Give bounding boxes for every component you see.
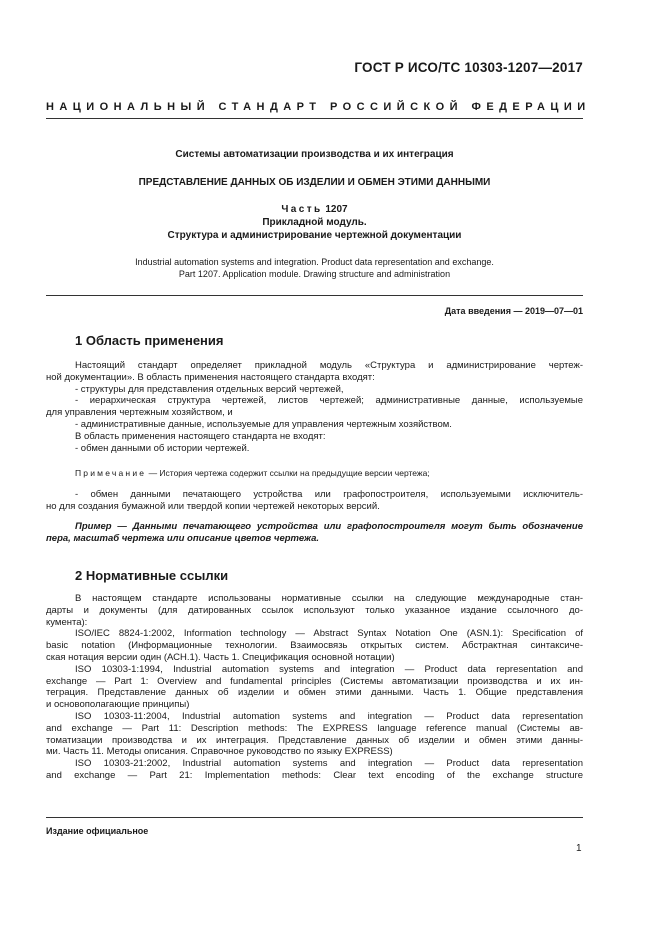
list-item-line: но для создания бумажной или твердой копии чертежей некоторых версий. bbox=[46, 500, 380, 512]
list-item: - структуры для представления отдельных версий чертежей, bbox=[75, 383, 344, 395]
note bbox=[46, 468, 583, 480]
document-title: ПРЕДСТАВЛЕНИЕ ДАННЫХ ОБ ИЗДЕЛИИ И ОБМЕН ЭТИМИ ДАННЫМИ bbox=[138, 177, 491, 188]
reference-line: и основополагающие принципы) bbox=[46, 699, 190, 711]
introduction-date: Дата введения — 2019—07—01 bbox=[444, 306, 583, 316]
module-subtitle: Структура и администрирование чертежной документации bbox=[167, 230, 462, 241]
english-title bbox=[46, 256, 583, 280]
reference-line: теграция. Представление данных об изделии и обмен этими данными. Часть 1. Общие представления bbox=[46, 687, 583, 699]
reference-line: exchange — Part 1: Overview and fundamental principles (Системы автоматизации производства и их ин- bbox=[46, 675, 583, 687]
list-item: - административные данные, используемые для управления чертежным хозяйством. bbox=[75, 418, 452, 430]
reference-line: basic notation (Информационные технологии. Взаимосвязь открытых систем. Абстрактная синтаксиче- bbox=[46, 640, 583, 652]
paragraph-line: ной документации». В область применения настоящего стандарта входят: bbox=[46, 371, 375, 383]
part-number bbox=[46, 204, 583, 215]
list-item: - обмен данными печатающего устройства или графопостроителя, используемыми исключитель- bbox=[75, 489, 583, 500]
list-item: - обмен данными об истории чертежей. bbox=[75, 442, 250, 454]
reference-line: and exchange — Part 21: Implementation methods: Clear text encoding of the exchange structure bbox=[46, 769, 583, 781]
part-number-value: 1207 bbox=[325, 204, 348, 215]
english-title-line: Part 1207. Application module. Drawing structure and administration bbox=[178, 269, 451, 279]
reference-line: ISO 10303-11:2004, Industrial automation systems and integration — Product data representation bbox=[75, 710, 583, 722]
reference-line: ISO/IEC 8824-1:2002, Information technology — Abstract Syntax Notation One (ASN.1): Specification of bbox=[75, 628, 583, 640]
header-divider bbox=[46, 118, 583, 119]
reference-line: ISO 10303-1:1994, Industrial automation systems and integration — Product data representation and bbox=[75, 663, 583, 675]
title-divider bbox=[46, 295, 583, 296]
english-title-line: Industrial automation systems and integration. Product data representation and exchange. bbox=[135, 257, 494, 267]
paragraph-line: кумента): bbox=[46, 616, 88, 628]
section-1-body bbox=[46, 360, 583, 454]
reference-line: and exchange — Part 11: Description methods: The EXPRESS language reference manual (Системы ав- bbox=[46, 722, 583, 734]
module-title bbox=[46, 216, 583, 242]
reference-line: ми. Часть 11. Методы описания. Справочное руководство по языку EXPRESS) bbox=[46, 746, 393, 758]
page-number: 1 bbox=[576, 843, 582, 854]
section-1-body-continued bbox=[46, 489, 583, 513]
example-line: пера, масштаб чертежа или описание цветов чертежа. bbox=[46, 532, 320, 544]
example-line: Пример — Данными печатающего устройства или графопостроителя могут быть обозначение bbox=[75, 521, 583, 532]
reference-line: ISO 10303-21:2002, Industrial automation systems and integration — Product data representation bbox=[75, 758, 583, 770]
section-2-heading: 2 Нормативные ссылки bbox=[75, 568, 229, 583]
reference-line: томатизации производства и их интеграция. Представление данных об изделии и обмен этими данны- bbox=[46, 734, 583, 746]
reference-line: ская нотация версии один (АСН.1). Часть 1. Спецификация основной нотации) bbox=[46, 651, 395, 663]
example bbox=[46, 521, 583, 545]
module-label: Прикладной модуль. bbox=[262, 217, 367, 228]
footer-divider bbox=[46, 817, 583, 818]
edition-label: Издание официальное bbox=[46, 826, 149, 836]
section-2-body bbox=[46, 593, 583, 782]
note-text: — История чертежа содержит ссылки на предыдущие версии чертежа; bbox=[146, 468, 430, 478]
document-code: ГОСТ Р ИСО/ТС 10303-1207—2017 bbox=[354, 60, 583, 75]
series-title: Системы автоматизации производства и их интеграция bbox=[175, 149, 454, 160]
paragraph-line: В настоящем стандарте использованы нормативные ссылки на следующие международные стан- bbox=[75, 593, 583, 604]
paragraph-line: дарты и документы (для датированных ссылок используют только указанное издание ссылочного до- bbox=[46, 604, 583, 616]
list-item: - иерархическая структура чертежей, листов чертежей; административные данные, используемые bbox=[75, 395, 583, 407]
note-label: Примечание bbox=[75, 468, 147, 478]
paragraph-line: Настоящий стандарт определяет прикладной модуль «Структура и администрирование чертеж- bbox=[75, 360, 583, 371]
section-1-heading: 1 Область применения bbox=[75, 333, 224, 348]
list-item-line: для управления чертежным хозяйством, и bbox=[46, 407, 233, 419]
part-word: Часть bbox=[281, 204, 323, 215]
national-standard-banner: НАЦИОНАЛЬНЫЙ СТАНДАРТ РОССИЙСКОЙ ФЕДЕРАЦИИ bbox=[46, 101, 591, 113]
paragraph-line: В область применения настоящего стандарта не входят: bbox=[75, 430, 326, 442]
